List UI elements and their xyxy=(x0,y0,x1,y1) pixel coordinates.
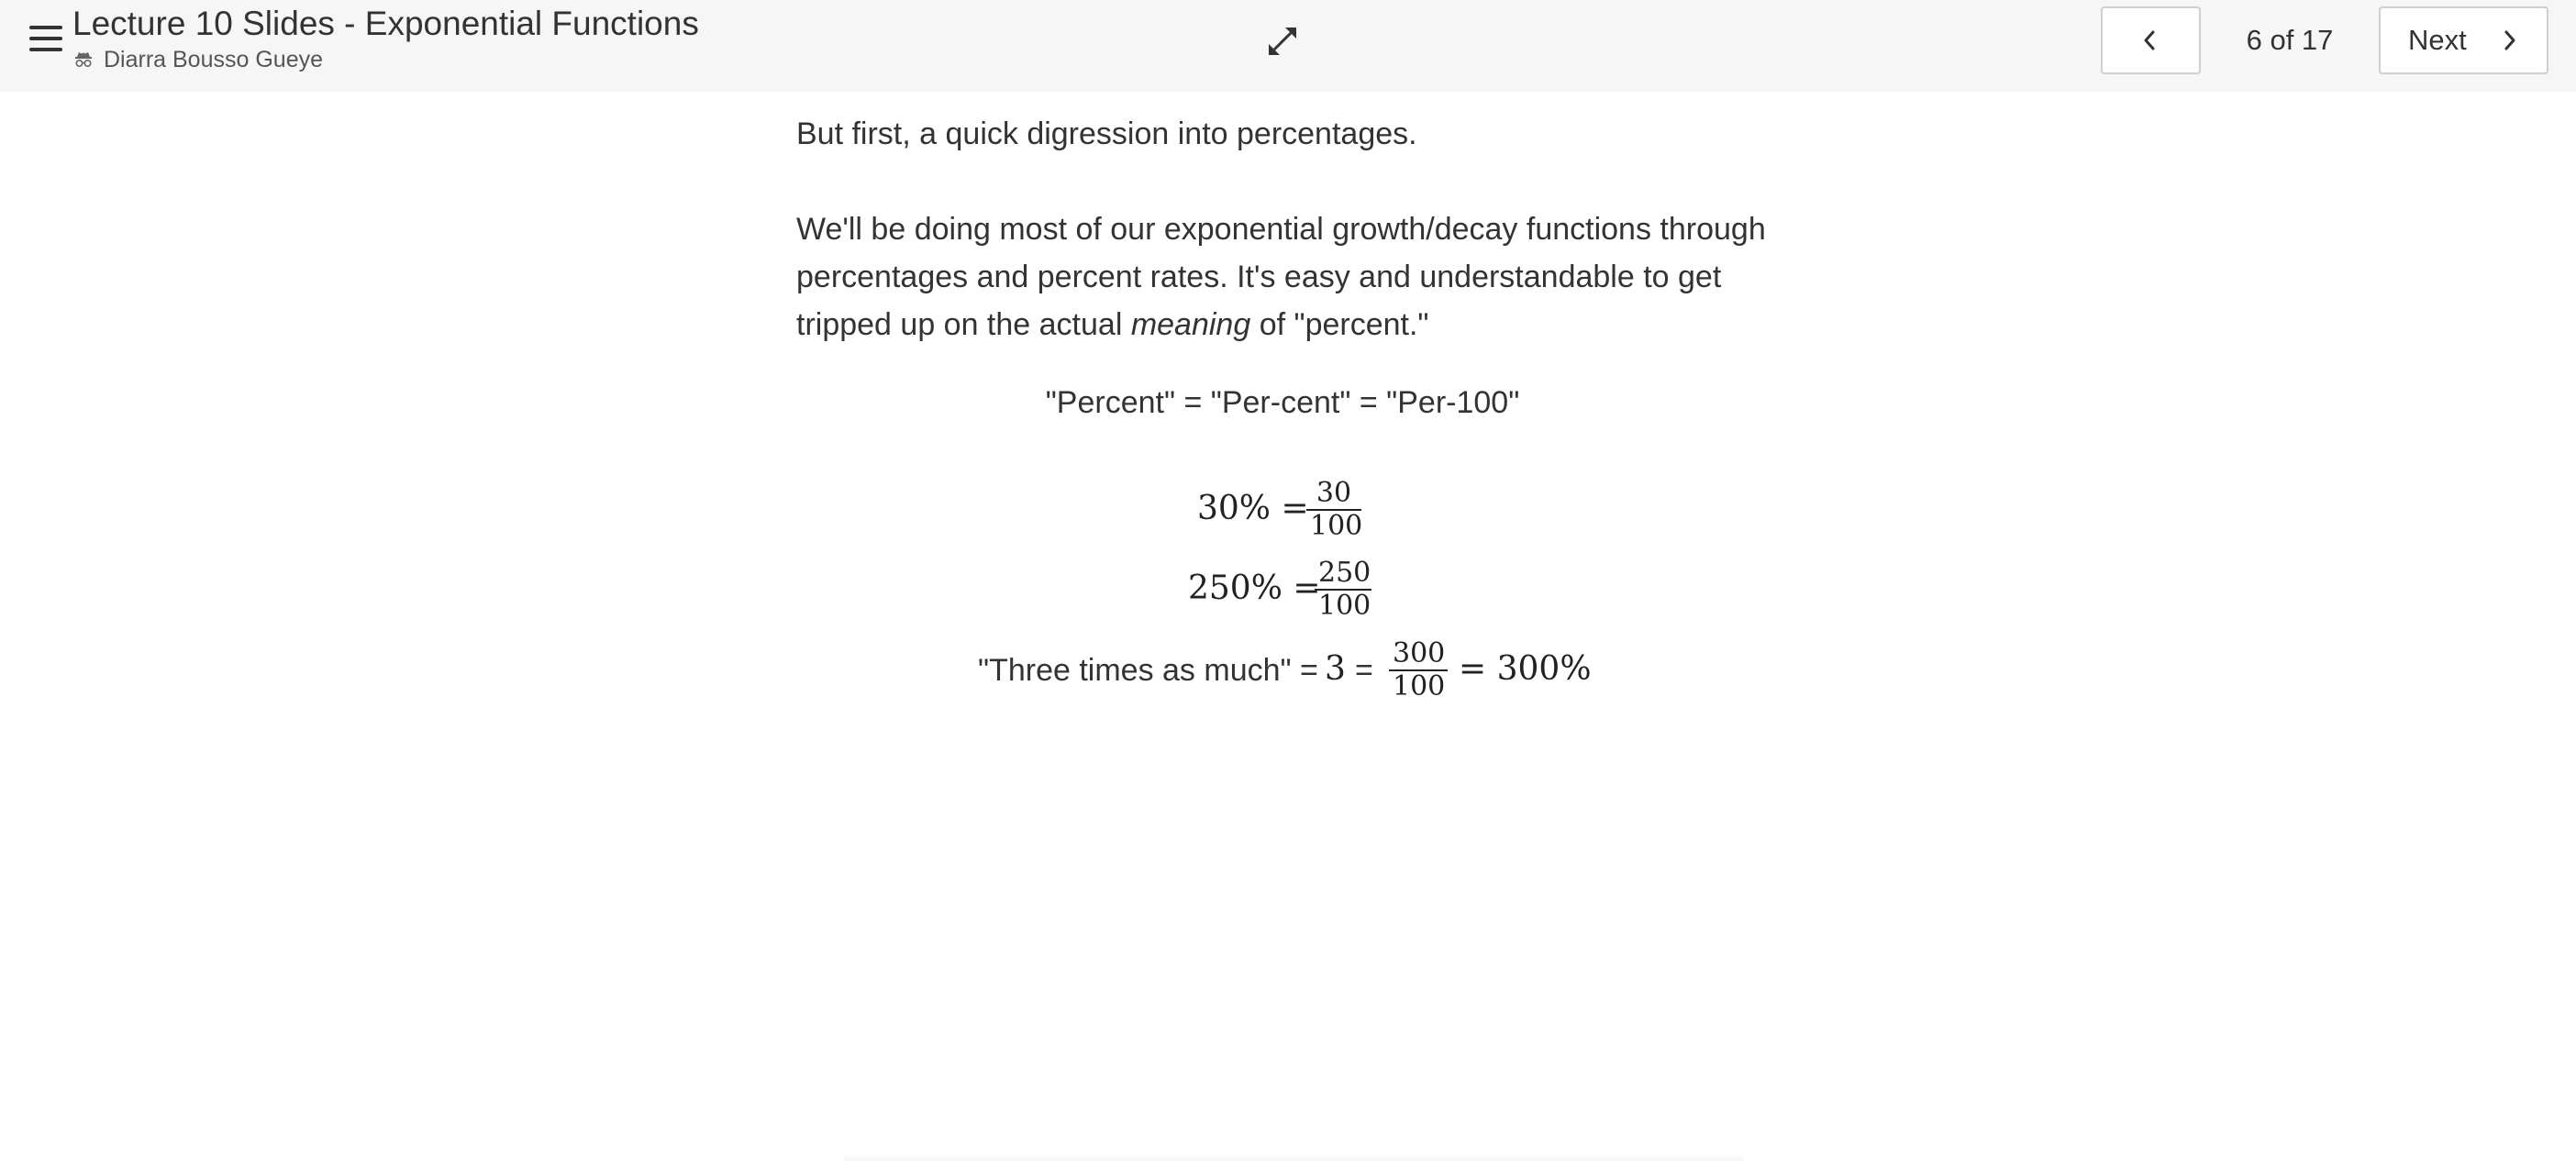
eq3-value: 3 xyxy=(1325,650,1346,688)
hamburger-menu-icon[interactable] xyxy=(28,24,64,55)
eq3-fraction xyxy=(1389,638,1448,702)
eq3-denominator: 100 xyxy=(1393,670,1446,702)
next-slide-button[interactable] xyxy=(2379,6,2548,74)
eq3-rhs: = 300% xyxy=(1459,650,1592,688)
eq1-numerator: 30 xyxy=(1306,478,1361,511)
eq3-equals: = xyxy=(1355,653,1373,688)
expand-diagonal-icon[interactable] xyxy=(1265,24,1300,59)
slide-body xyxy=(796,110,1769,348)
eq2-numerator: 250 xyxy=(1315,558,1371,591)
incognito-user-icon xyxy=(73,50,94,70)
eq3-phrase: "Three times as much" = xyxy=(978,653,1318,688)
paragraph-text-1: We'll be doing most of our exponential growth/decay functions through percentages and percent rates. It's easy and understandable to get tripped up on the actual xyxy=(796,212,1766,342)
next-button-label: Next xyxy=(2408,24,2467,56)
presentation-title: Lecture 10 Slides - Exponential Functions xyxy=(72,5,699,42)
author-name: Diarra Bousso Gueye xyxy=(104,47,324,72)
top-bar xyxy=(0,0,2576,92)
eq1-lhs: 30% = xyxy=(1197,490,1309,527)
explanation-paragraph xyxy=(796,205,1769,348)
chevron-right-icon xyxy=(2498,29,2520,51)
eq2-denominator: 100 xyxy=(1318,590,1371,622)
percent-definition: "Percent" = "Per-cent" = "Per-100" xyxy=(1045,385,1520,420)
emphasis-meaning: meaning xyxy=(1130,307,1251,342)
eq2-fraction xyxy=(1315,558,1371,622)
intro-text: But first, a quick digression into percentages. xyxy=(796,116,1417,151)
chevron-left-icon xyxy=(2139,29,2161,51)
paragraph-text-2: of "percent." xyxy=(1250,307,1429,342)
eq2-lhs: 250% = xyxy=(1188,569,1321,607)
previous-slide-button[interactable] xyxy=(2101,6,2201,74)
slide-bottom-edge xyxy=(844,1154,1743,1161)
eq1-fraction xyxy=(1306,478,1361,542)
eq3-numerator: 300 xyxy=(1389,638,1448,671)
slide-counter: 6 of 17 xyxy=(2246,24,2334,56)
eq1-denominator: 100 xyxy=(1310,510,1363,542)
